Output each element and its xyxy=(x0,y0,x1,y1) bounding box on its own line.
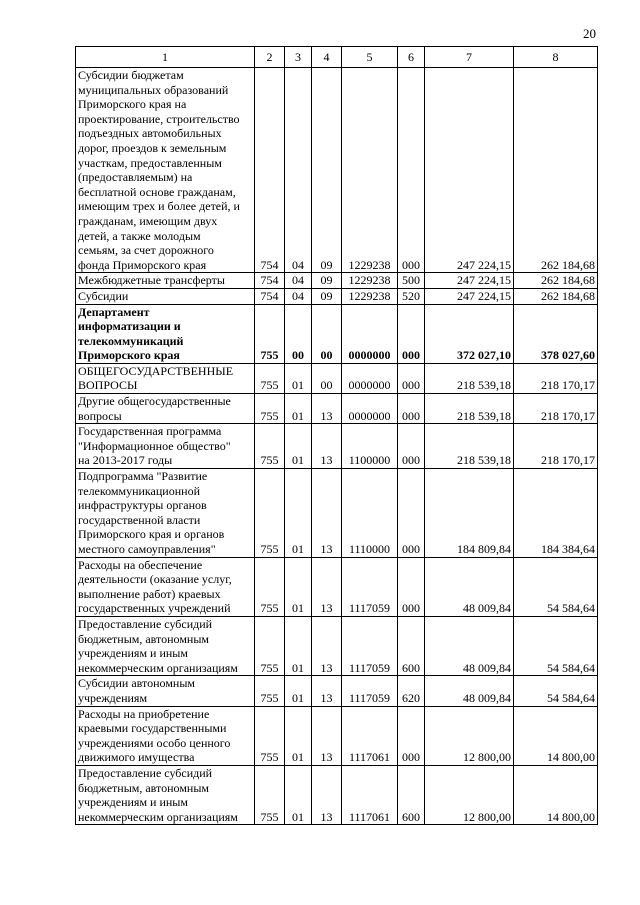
table-row xyxy=(76,469,598,558)
expense-type-code: 000 xyxy=(398,557,425,616)
amount-col-7: 372 027,10 xyxy=(425,304,514,363)
item-name: Межбюджетные трансферты xyxy=(76,273,255,289)
table-row xyxy=(76,765,598,824)
table-row xyxy=(76,424,598,469)
amount-col-7: 247 224,15 xyxy=(425,68,514,273)
item-name: Предоставление субсидий бюджетным, автономным учреждениям и иным некоммерческим организациям xyxy=(76,765,255,824)
subsection-code: 13 xyxy=(312,469,342,558)
subsection-code: 00 xyxy=(312,363,342,393)
table-row xyxy=(76,616,598,675)
section-code: 01 xyxy=(285,469,312,558)
table-row xyxy=(76,706,598,765)
ministry-code: 755 xyxy=(255,706,285,765)
subsection-code: 13 xyxy=(312,557,342,616)
target-article-code: 1117059 xyxy=(342,616,398,675)
target-article-code: 1229238 xyxy=(342,288,398,304)
item-name: Субсидии xyxy=(76,288,255,304)
column-header: 5 xyxy=(342,47,398,68)
amount-col-8: 262 184,68 xyxy=(514,273,598,289)
expense-type-code: 600 xyxy=(398,765,425,824)
amount-col-8: 218 170,17 xyxy=(514,363,598,393)
table-row xyxy=(76,304,598,363)
amount-col-7: 218 539,18 xyxy=(425,424,514,469)
column-header: 7 xyxy=(425,47,514,68)
section-code: 01 xyxy=(285,706,312,765)
item-name: Расходы на приобретение краевыми государственными учреждениями особо ценного движимого имущества xyxy=(76,706,255,765)
ministry-code: 755 xyxy=(255,557,285,616)
item-name: Другие общегосударственные вопросы xyxy=(76,394,255,424)
table-row xyxy=(76,394,598,424)
item-name: Субсидии бюджетам муниципальных образований Приморского края на проектирование, строительство подъездных автомобильных дорог, проездов к земельным участкам, предоставленным (предоставляемым) на бесплатной основе гражданам, имеющим трех и более детей, и гражданам, имеющим двух детей, а также молодым семьям, за счет дорожного фонда Приморского края xyxy=(76,68,255,273)
expense-type-code: 620 xyxy=(398,676,425,706)
subsection-code: 09 xyxy=(312,288,342,304)
section-code: 01 xyxy=(285,557,312,616)
item-name: Субсидии автономным учреждениям xyxy=(76,676,255,706)
amount-col-7: 12 800,00 xyxy=(425,706,514,765)
ministry-code: 755 xyxy=(255,616,285,675)
section-code: 00 xyxy=(285,304,312,363)
section-code: 01 xyxy=(285,394,312,424)
amount-col-8: 14 800,00 xyxy=(514,765,598,824)
target-article-code: 1117061 xyxy=(342,706,398,765)
amount-col-7: 247 224,15 xyxy=(425,273,514,289)
amount-col-7: 247 224,15 xyxy=(425,288,514,304)
target-article-code: 1229238 xyxy=(342,273,398,289)
ministry-code: 755 xyxy=(255,765,285,824)
section-code: 04 xyxy=(285,288,312,304)
ministry-code: 755 xyxy=(255,469,285,558)
subsection-code: 09 xyxy=(312,273,342,289)
amount-col-8: 218 170,17 xyxy=(514,394,598,424)
table-row xyxy=(76,676,598,706)
table-row xyxy=(76,68,598,273)
amount-col-7: 48 009,84 xyxy=(425,616,514,675)
subsection-code: 13 xyxy=(312,394,342,424)
expense-type-code: 520 xyxy=(398,288,425,304)
section-code: 01 xyxy=(285,676,312,706)
column-header: 2 xyxy=(255,47,285,68)
amount-col-7: 12 800,00 xyxy=(425,765,514,824)
target-article-code: 1117061 xyxy=(342,765,398,824)
item-name: ОБЩЕГОСУДАРСТВЕННЫЕ ВОПРОСЫ xyxy=(76,363,255,393)
table-row xyxy=(76,557,598,616)
item-name: Департамент информатизации и телекоммуникаций Приморского края xyxy=(76,304,255,363)
amount-col-7: 218 539,18 xyxy=(425,363,514,393)
item-name: Предоставление субсидий бюджетным, автономным учреждениям и иным некоммерческим организациям xyxy=(76,616,255,675)
item-name: Государственная программа "Информационное общество" на 2013-2017 годы xyxy=(76,424,255,469)
section-code: 01 xyxy=(285,424,312,469)
ministry-code: 754 xyxy=(255,68,285,273)
column-header: 4 xyxy=(312,47,342,68)
item-name: Расходы на обеспечение деятельности (оказание услуг, выполнение работ) краевых государственных учреждений xyxy=(76,557,255,616)
subsection-code: 13 xyxy=(312,676,342,706)
target-article-code: 0000000 xyxy=(342,394,398,424)
amount-col-7: 48 009,84 xyxy=(425,676,514,706)
target-article-code: 1229238 xyxy=(342,68,398,273)
amount-col-7: 184 809,84 xyxy=(425,469,514,558)
column-header: 6 xyxy=(398,47,425,68)
subsection-code: 13 xyxy=(312,616,342,675)
ministry-code: 754 xyxy=(255,273,285,289)
ministry-code: 754 xyxy=(255,288,285,304)
page-number: 20 xyxy=(583,26,596,41)
section-code: 01 xyxy=(285,616,312,675)
table-row xyxy=(76,288,598,304)
column-header: 8 xyxy=(514,47,598,68)
amount-col-8: 54 584,64 xyxy=(514,616,598,675)
amount-col-7: 218 539,18 xyxy=(425,394,514,424)
target-article-code: 0000000 xyxy=(342,304,398,363)
amount-col-8: 54 584,64 xyxy=(514,557,598,616)
expense-type-code: 000 xyxy=(398,394,425,424)
table-header-row xyxy=(76,47,598,68)
amount-col-8: 184 384,64 xyxy=(514,469,598,558)
target-article-code: 1100000 xyxy=(342,424,398,469)
section-code: 04 xyxy=(285,273,312,289)
target-article-code: 1117059 xyxy=(342,676,398,706)
target-article-code: 1110000 xyxy=(342,469,398,558)
ministry-code: 755 xyxy=(255,304,285,363)
expense-type-code: 000 xyxy=(398,706,425,765)
subsection-code: 13 xyxy=(312,706,342,765)
item-name: Подпрограмма "Развитие телекоммуникационной инфраструктуры органов государственной власти Приморского края и органов местного самоуправления" xyxy=(76,469,255,558)
section-code: 01 xyxy=(285,765,312,824)
ministry-code: 755 xyxy=(255,424,285,469)
expense-type-code: 000 xyxy=(398,304,425,363)
table-row xyxy=(76,273,598,289)
expense-type-code: 000 xyxy=(398,68,425,273)
expense-type-code: 000 xyxy=(398,424,425,469)
target-article-code: 0000000 xyxy=(342,363,398,393)
expense-type-code: 500 xyxy=(398,273,425,289)
ministry-code: 755 xyxy=(255,394,285,424)
section-code: 04 xyxy=(285,68,312,273)
amount-col-7: 48 009,84 xyxy=(425,557,514,616)
amount-col-8: 262 184,68 xyxy=(514,288,598,304)
subsection-code: 13 xyxy=(312,424,342,469)
section-code: 01 xyxy=(285,363,312,393)
ministry-code: 755 xyxy=(255,363,285,393)
target-article-code: 1117059 xyxy=(342,557,398,616)
subsection-code: 00 xyxy=(312,304,342,363)
column-header: 1 xyxy=(76,47,255,68)
expense-type-code: 000 xyxy=(398,363,425,393)
expense-type-code: 600 xyxy=(398,616,425,675)
subsection-code: 13 xyxy=(312,765,342,824)
budget-table xyxy=(75,46,598,825)
amount-col-8: 262 184,68 xyxy=(514,68,598,273)
expense-type-code: 000 xyxy=(398,469,425,558)
ministry-code: 755 xyxy=(255,676,285,706)
amount-col-8: 14 800,00 xyxy=(514,706,598,765)
subsection-code: 09 xyxy=(312,68,342,273)
amount-col-8: 378 027,60 xyxy=(514,304,598,363)
amount-col-8: 54 584,64 xyxy=(514,676,598,706)
amount-col-8: 218 170,17 xyxy=(514,424,598,469)
column-header: 3 xyxy=(285,47,312,68)
table-row xyxy=(76,363,598,393)
